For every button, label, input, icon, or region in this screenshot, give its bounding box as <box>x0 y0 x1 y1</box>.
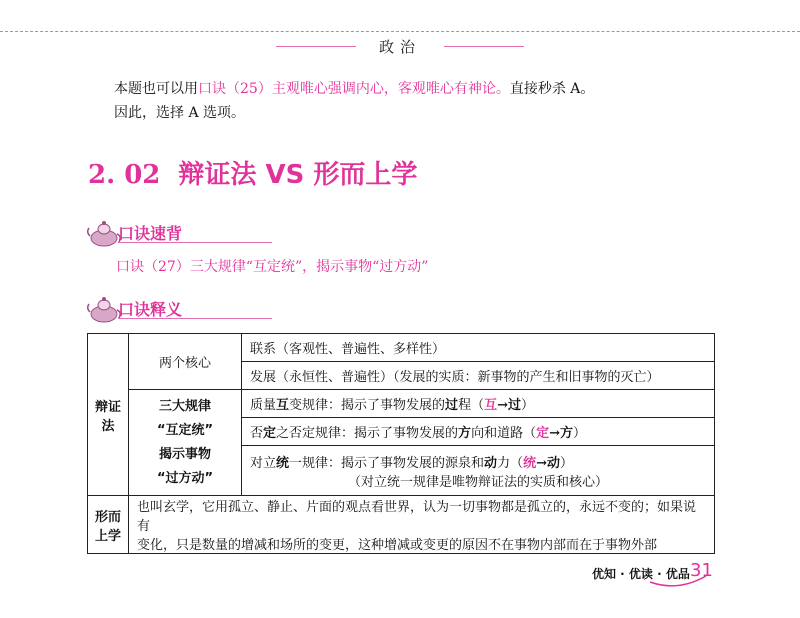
laws-label: 揭示事物 <box>158 446 211 462</box>
badge-recite-label: 口诀速背 <box>118 224 183 243</box>
metaphysics-label-cell <box>88 496 129 554</box>
teapot-icon <box>86 294 122 324</box>
metaphysics-text-line: 也叫玄学，它用孤立、静止、片面的观点看世界，认为一切事物都是孤立的，永远不变的；如果说有 <box>137 500 697 534</box>
metaphysics-label: 上学 <box>94 528 121 544</box>
header-rule-right <box>444 46 524 47</box>
law-unity-of-opposites: 对立统一规律：揭示了事物发展的源泉和动力（统→动） （对立统一规律是唯物辩证法的实质和核心） <box>242 446 715 496</box>
laws-label: 三大规律 <box>158 398 211 414</box>
dialectics-label: 辩证 <box>94 399 121 415</box>
badge-underline <box>118 242 272 243</box>
dialectics-label: 法 <box>101 418 115 434</box>
core-row-development: 发展（永恒性、普遍性）（发展的实质：新事物的产生和旧事物的灭亡） <box>242 362 715 390</box>
core-label-cell: 两个核心 <box>129 334 242 390</box>
laws-label: “过方动” <box>156 470 214 486</box>
intro-line-1 <box>114 78 594 98</box>
laws-label: “互定统” <box>156 422 214 438</box>
footer-slogan: 优知 · 优读 · 优品 <box>592 567 690 581</box>
section-title: 辩证法 VS 形而上学 <box>178 160 418 190</box>
law-quality-quantity: 质量互变规律：揭示了事物发展的过程（互→过） <box>242 390 715 418</box>
intro-text: 本题也可以用 <box>114 81 198 97</box>
metaphysics-text <box>129 496 715 554</box>
koujue-27: 口诀（27）三大规律“互定统”，揭示事物“过方动” <box>116 259 429 275</box>
badge-explain-label: 口诀释义 <box>118 300 183 319</box>
page-number: 31 <box>690 560 713 581</box>
teapot-icon <box>86 218 122 248</box>
table-row <box>88 334 715 362</box>
dialectics-label-cell <box>88 334 129 496</box>
metaphysics-label: 形而 <box>94 509 121 525</box>
section-heading <box>88 154 417 191</box>
section-number: 2. 02 <box>88 160 161 190</box>
law-unity-note: （对立统一规律是唯物辩证法的实质和核心） <box>347 474 608 490</box>
intro-koujue-ref: 口诀（25）主观唯心强调内心，客观唯心有神论。 <box>198 81 510 97</box>
laws-label-cell <box>129 390 242 496</box>
explanation-table <box>87 333 715 554</box>
law-negation: 否定之否定规律：揭示了事物发展的方向和道路（定→方） <box>242 418 715 446</box>
badge-recite <box>86 218 276 248</box>
core-row-link: 联系（客观性、普遍性、多样性） <box>242 334 715 362</box>
badge-underline <box>118 318 272 319</box>
page-header-title: 政治 <box>378 38 421 56</box>
intro-text-end: 直接秒杀 A。 <box>509 81 595 97</box>
top-dashed-rule <box>0 31 800 32</box>
table-row <box>88 390 715 418</box>
header-rule-left <box>276 46 356 47</box>
metaphysics-text-line: 变化，只是数量的增减和场所的变更，这种增减或变更的原因不在事物内部而在于事物外部 <box>137 538 658 553</box>
intro-line-2: 因此，选择 A 选项。 <box>114 105 246 121</box>
badge-explain <box>86 294 276 324</box>
table-row <box>88 496 715 554</box>
